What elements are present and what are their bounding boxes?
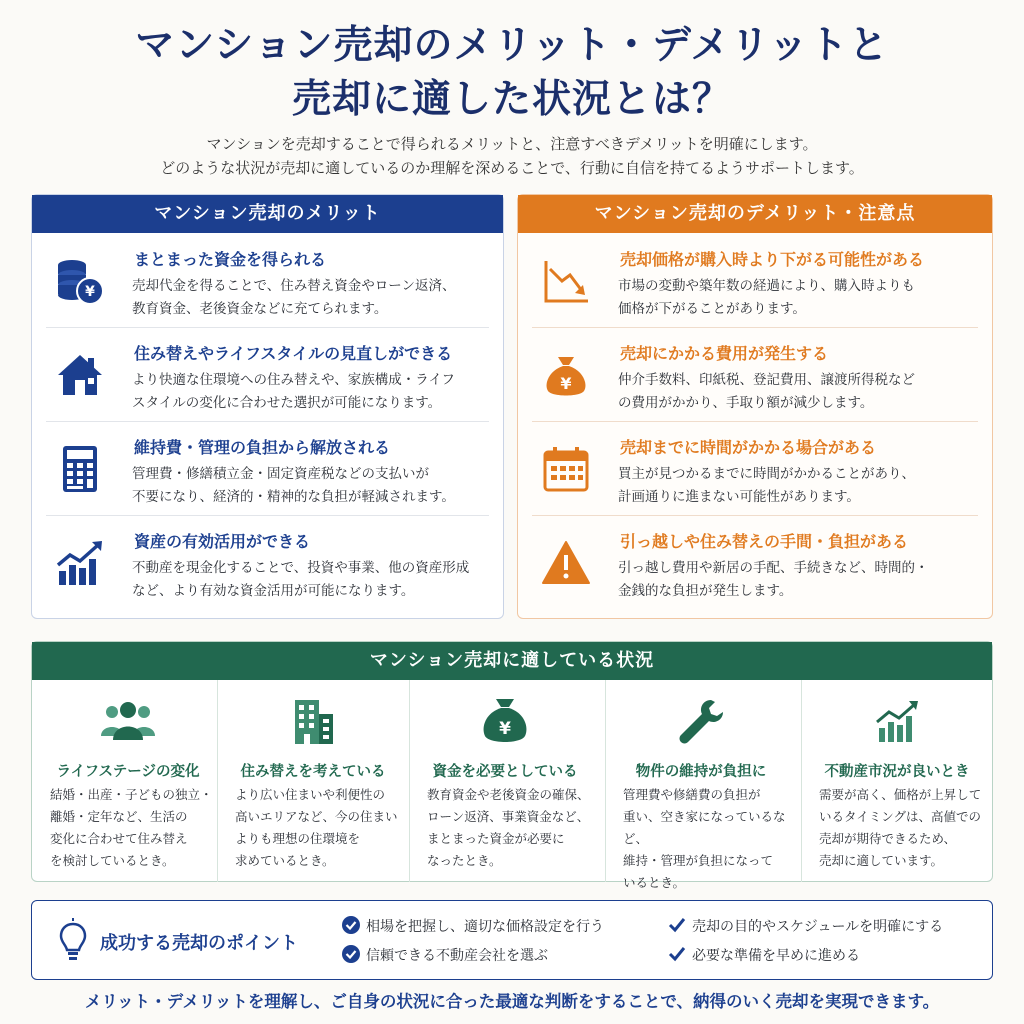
situations-panel (31, 641, 993, 890)
demerit-body: 引っ越し費用や新居の手配、手続きなど、時間的・ 金銭的な負担が発生します。 (618, 560, 929, 599)
situation-body: 結婚・出産・子どもの独立・ 離婚・定年など、生活の 変化に合わせて住み替え を検討しているとき。 (50, 787, 213, 868)
page-title-line1: マンション売却のメリット・デメリットと (135, 23, 889, 68)
money-bag-yen-icon (540, 349, 592, 401)
growth-chart-icon (54, 537, 106, 589)
demerit-item (532, 233, 978, 327)
success-points-title: 成功する売却のポイント (100, 933, 298, 954)
demerit-panel (517, 194, 993, 619)
situation-card (605, 680, 797, 890)
page-title-line2: 売却に適した状況とは？ (291, 77, 732, 122)
situation-title: ライフステージの変化 (56, 764, 200, 780)
check-circle-icon (342, 916, 360, 934)
success-points-box (31, 900, 993, 980)
merit-panel (31, 194, 504, 619)
wrench-icon (671, 696, 731, 746)
situation-title: 資金を必要としている (432, 764, 578, 780)
situation-card (801, 680, 993, 882)
warning-icon (540, 537, 592, 589)
situation-title: 不動産市況が良いとき (824, 764, 970, 780)
merit-title: まとまった資金を得られる (134, 250, 327, 269)
people-icon (98, 696, 158, 746)
demerit-item (532, 421, 978, 515)
merit-heading: マンション売却のメリット (32, 195, 503, 233)
check-icon (668, 916, 686, 934)
merit-item (46, 515, 489, 609)
merit-item (46, 233, 489, 327)
money-bag-icon (475, 696, 535, 746)
demerit-body: 買主が見つかるまでに時間がかかることがあり、 計画通りに進まない可能性があります。 (618, 466, 915, 505)
svg-text:¥: ¥ (499, 719, 511, 739)
point-item: 売却の目的やスケジュールを明確にする (668, 916, 943, 936)
demerit-title: 引っ越しや住み替えの手間・負担がある (620, 532, 909, 551)
building-icon (283, 696, 343, 746)
merit-title: 資産の有効活用ができる (134, 532, 311, 551)
demerit-body: 市場の変動や築年数の経過により、購入時よりも 価格が下がることがあります。 (618, 278, 915, 317)
footer-message: メリット・デメリットを理解し、ご自身の状況に合った最適な判断をすることで、納得のいく売却を実現できます。 (84, 992, 940, 1011)
situation-card (32, 680, 224, 882)
page-subtitle-line2: どのような状況が売却に適しているのか理解を深めることで、行動に自信を持てるようサポートします。 (160, 159, 864, 177)
merit-body: 管理費・修繕積立金・固定資産税などの支払いが 不要になり、経済的・精神的な負担が軽減されます。 (132, 466, 455, 505)
demerit-title: 売却にかかる費用が発生する (620, 344, 829, 363)
situation-body: 管理費や修繕費の負担が 重い、空き家になっているなど、 維持・管理が負担になって いるとき。 (623, 787, 786, 890)
point-item: 相場を把握し、適切な価格設定を行う (342, 916, 604, 936)
point-item: 必要な準備を早めに進める (668, 945, 860, 965)
demerit-item (532, 327, 978, 421)
merit-item (46, 421, 489, 515)
merit-title: 維持費・管理の負担から解放される (134, 438, 391, 457)
situation-card (409, 680, 601, 882)
demerit-item (532, 515, 978, 609)
point-item: 信頼できる不動産会社を選ぶ (342, 945, 548, 965)
situation-title: 住み替えを考えている (240, 764, 386, 780)
demerit-title: 売却価格が購入時より下がる可能性がある (620, 250, 925, 269)
calculator-icon (54, 443, 106, 495)
demerit-heading: マンション売却のデメリット・注意点 (518, 195, 992, 233)
situation-card (217, 680, 409, 882)
merit-body: より快適な住環境への住み替えや、家族構成・ライフ スタイルの変化に合わせた選択が可能になります。 (132, 372, 455, 411)
demerit-title: 売却までに時間がかかる場合がある (620, 438, 877, 457)
svg-text:¥: ¥ (85, 284, 95, 300)
situation-body: より広い住まいや利便性の 高いエリアなど、今の住まい よりも理想の住環境を 求めているとき。 (235, 787, 398, 868)
check-icon (668, 945, 686, 963)
demerit-body: 仲介手数料、印紙税、登記費用、譲渡所得税など の費用がかかり、手取り額が減少します。 (618, 372, 915, 411)
calendar-icon (540, 443, 592, 495)
check-circle-icon (342, 945, 360, 963)
situations-heading: マンション売却に適している状況 (32, 642, 992, 680)
merit-body: 売却代金を得ることで、住み替え資金やローン返済、 教育資金、老後資金などに充てられます。 (132, 278, 456, 317)
coins-yen-icon (54, 255, 106, 307)
situation-title: 物件の維持が負担に (635, 764, 767, 780)
rising-chart-icon (867, 696, 927, 746)
merit-body: 不動産を現金化することで、投資や事業、他の資産形成 など、より有効な資金活用が可能になります。 (132, 560, 470, 599)
merit-item (46, 327, 489, 421)
page-subtitle-line1: マンションを売却することで得られるメリットと、注意すべきデメリットを明確にします。 (206, 135, 818, 153)
merit-title: 住み替えやライフスタイルの見直しができる (134, 344, 453, 363)
svg-text:¥: ¥ (560, 374, 572, 393)
situation-body: 需要が高く、価格が上昇して いるタイミングは、高値での 売却が期待できるため、 売却に適しています。 (819, 787, 982, 868)
lightbulb-icon (58, 918, 88, 962)
situation-body: 教育資金や老後資金の確保、 ローン返済、事業資金など、 まとまった資金が必要に なったとき。 (427, 787, 590, 868)
house-icon (54, 349, 106, 401)
down-trend-icon (540, 255, 592, 307)
